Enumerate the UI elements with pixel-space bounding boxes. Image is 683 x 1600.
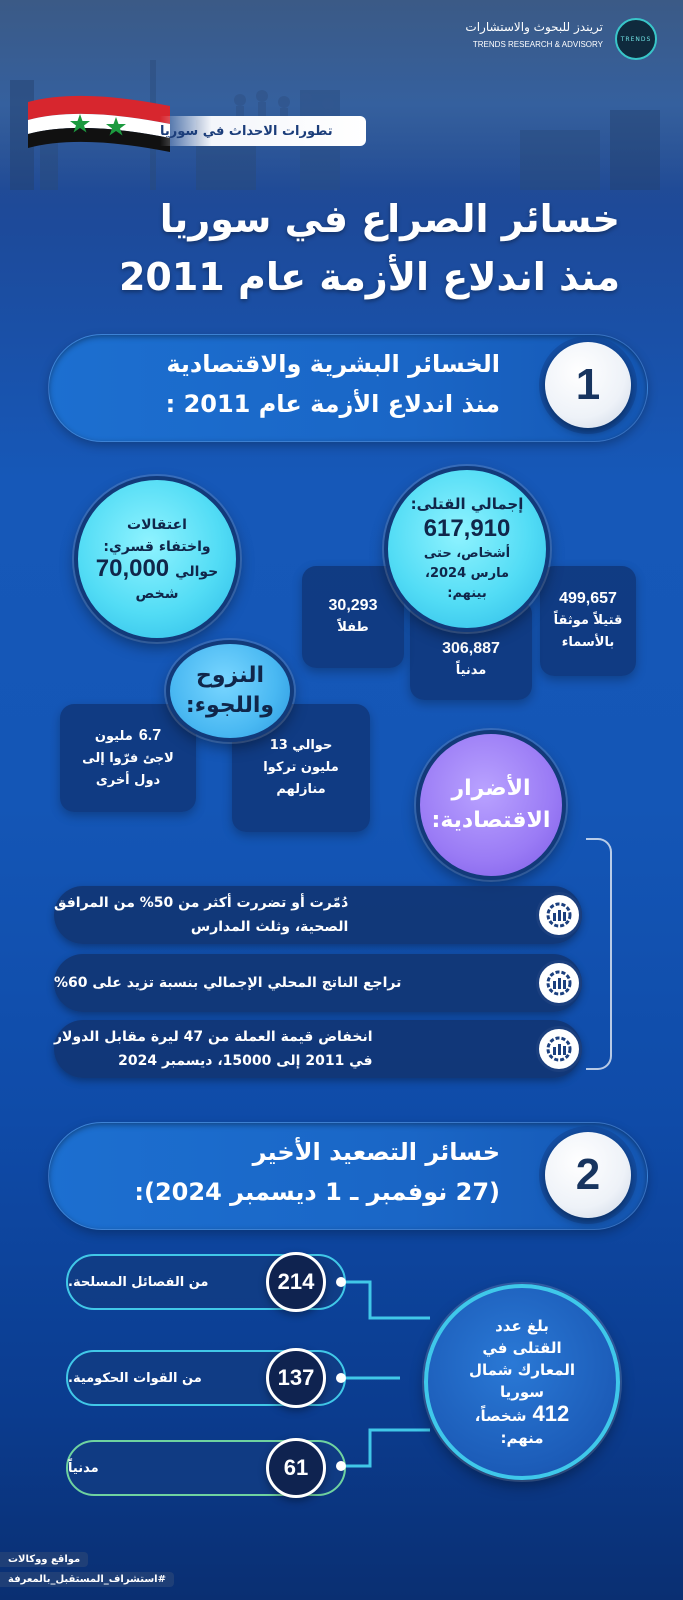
- section1-title-line2: منذ اندلاع الأزمة عام 2011 :: [165, 390, 500, 418]
- displacement-title: واللجوء:: [185, 693, 275, 718]
- escalation-item-value: 214: [266, 1252, 326, 1312]
- total-deaths-text: مارس 2024،: [424, 566, 510, 581]
- stat-label: طفلاً: [337, 620, 369, 635]
- detentions-unit: شخص: [135, 585, 179, 602]
- stat-value: 499,657: [559, 590, 617, 607]
- page-title-line1: خسائر الصراع في سوريا: [159, 197, 620, 241]
- refugees-text: لاجئ فرّوا إلى: [82, 750, 174, 766]
- economy-gear-chart-icon: [536, 1026, 582, 1072]
- refugees-text: مليون: [94, 728, 133, 744]
- economy-gear-chart-icon: [536, 892, 582, 938]
- page-title-line2: منذ اندلاع الأزمة عام 2011: [118, 255, 620, 299]
- economic-title: الاقتصادية:: [431, 808, 551, 833]
- section2-title-line2: (27 نوفمبر ـ 1 ديسمبر 2024):: [134, 1178, 500, 1206]
- economic-item: [54, 954, 582, 1012]
- escalation-item-label: من الفصائل المسلحة.: [68, 1274, 209, 1290]
- economic-item-text: تراجع الناتج المحلي الإجمالي بنسبة تزيد على 60%: [54, 975, 402, 991]
- stat-value: 306,887: [442, 640, 500, 657]
- connector-dot: [336, 1277, 346, 1287]
- escalation-total-text: سوريا: [499, 1383, 545, 1401]
- detentions-value: 70,000: [95, 554, 170, 582]
- economic-title: الأضرار: [451, 776, 531, 801]
- escalation-total-text: منهم:: [500, 1429, 544, 1447]
- economic-connector-line: [586, 838, 612, 1070]
- stat-box-children: [302, 566, 404, 668]
- refugees-text: دول أخرى: [95, 772, 161, 788]
- escalation-total-text: القتلى في: [482, 1339, 562, 1357]
- refugees-box: [60, 704, 196, 812]
- section1-title-line1: الخسائر البشرية والاقتصادية: [166, 350, 500, 378]
- economic-item-text: في 2011 إلى 15000، ديسمبر 2024: [118, 1053, 373, 1069]
- stat-box-documented: [540, 566, 636, 676]
- footer-hashtag: #استشراف_المستقبل_بالمعرفة: [0, 1572, 174, 1587]
- economic-item: [54, 1020, 582, 1078]
- detentions-circle: [74, 476, 240, 642]
- total-deaths-circle: [384, 466, 550, 632]
- total-deaths-label: إجمالي القتلى:: [410, 495, 524, 513]
- detentions-text: اعتقالات: [127, 516, 187, 533]
- economic-item-text: دُمّرت أو تضررت أكثر من 50% من المرافق: [54, 895, 349, 911]
- escalation-item-value: 61: [266, 1438, 326, 1498]
- section2-number: 2: [545, 1132, 631, 1218]
- displacement-title-circle: [166, 640, 294, 742]
- stat-label: مدنياً: [455, 663, 487, 678]
- total-deaths-value: 617,910: [423, 515, 511, 542]
- escalation-total-unit: شخصاً،: [474, 1407, 527, 1425]
- economic-item-text: انخفاض قيمة العملة من 47 ليرة مقابل الدولار: [54, 1029, 373, 1045]
- escalation-item-label: مدنياً: [68, 1460, 99, 1476]
- displacement-text: منازلهم: [276, 782, 326, 797]
- series-tag: تطورات الاحداث في سوريا: [160, 116, 366, 146]
- connector-dot: [336, 1461, 346, 1471]
- displacement-text: مليون تركوا: [263, 760, 339, 775]
- section2-title-line1: خسائر التصعيد الأخير: [252, 1138, 500, 1166]
- logo-arabic-name: تريندز للبحوث والاستشارات: [465, 20, 603, 34]
- economic-item: [54, 886, 582, 944]
- connector-dot: [336, 1373, 346, 1383]
- trends-logo-icon: TRENDS: [615, 18, 657, 60]
- footer-source: مواقع ووكالات: [0, 1552, 88, 1567]
- header-banner: [0, 0, 683, 190]
- economic-item-text: الصحية، وثلث المدارس: [190, 919, 349, 935]
- detentions-text: واختفاء قسري:: [103, 538, 211, 555]
- displacement-text: حوالي 13: [269, 738, 333, 753]
- refugees-value: 6.7: [138, 726, 162, 744]
- escalation-item-label: من القوات الحكومية.: [68, 1370, 202, 1386]
- syria-flag-icon: [20, 88, 180, 154]
- detentions-prefix: حوالي: [175, 563, 219, 580]
- section1-number: 1: [545, 342, 631, 428]
- total-deaths-text: أشخاص، حتى: [423, 546, 511, 561]
- escalation-total-text: المعارك شمال: [469, 1361, 575, 1379]
- logo-english-name: TRENDS RESEARCH & ADVISORY: [472, 40, 603, 49]
- economy-gear-chart-icon: [536, 960, 582, 1006]
- economic-title-circle: [416, 730, 566, 880]
- total-deaths-text: بينهم:: [447, 586, 487, 601]
- stat-label: بالأسماء: [561, 635, 615, 650]
- stat-value: 30,293: [328, 597, 378, 614]
- section1-title: [80, 344, 500, 424]
- displacement-title: النزوح: [196, 663, 264, 688]
- escalation-total-circle: [424, 1284, 620, 1480]
- escalation-total-text: بلغ عدد: [495, 1317, 549, 1335]
- page-title: [20, 190, 620, 306]
- stat-label: قتيلاً موثقاً: [553, 613, 623, 628]
- section2-title: [80, 1132, 500, 1212]
- escalation-total-value: 412: [532, 1401, 570, 1426]
- escalation-item-value: 137: [266, 1348, 326, 1408]
